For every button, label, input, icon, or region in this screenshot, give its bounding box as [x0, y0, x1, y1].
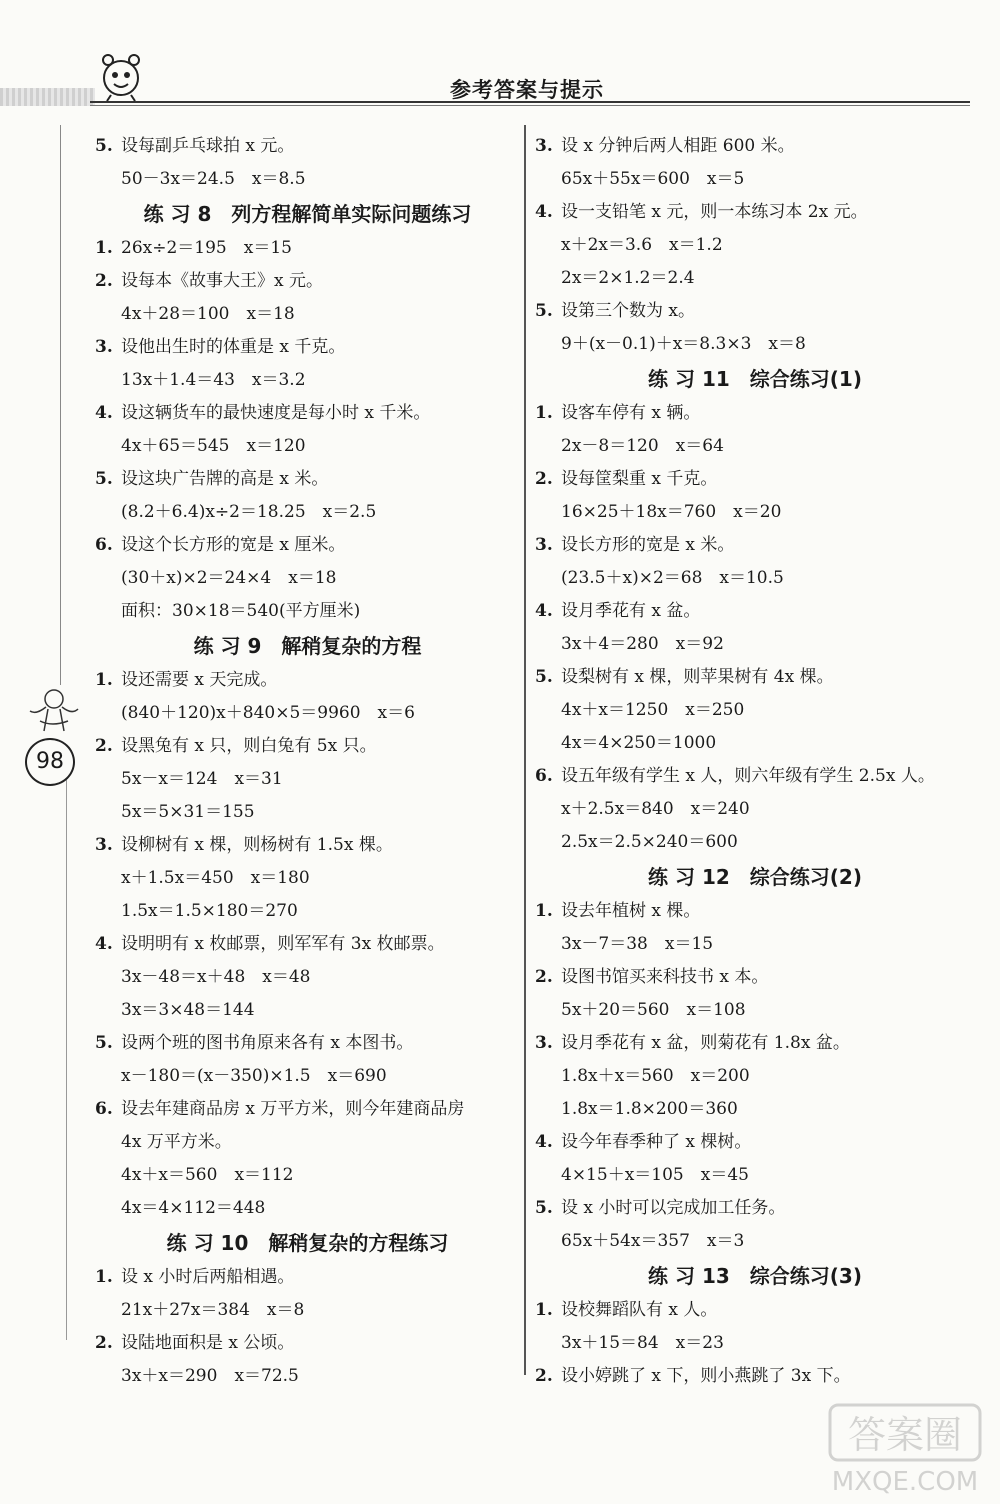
question-text: 设柳树有 x 棵，则杨树有 1.5x 棵。: [121, 835, 393, 855]
question-number: 5.: [535, 1198, 553, 1218]
section-heading: 练 习 11 综合练习(1): [648, 367, 862, 391]
answer-line: 4x＋28＝100 x＝18: [121, 304, 295, 324]
question-line: [95, 1027, 520, 1060]
question-line: [535, 895, 975, 928]
question-text: 设第三个数为 x。: [561, 301, 695, 321]
question-number: 2.: [95, 736, 113, 756]
question-number: 6.: [535, 766, 553, 786]
question-number: 1.: [535, 1300, 553, 1320]
question-text: 设长方形的宽是 x 米。: [561, 535, 735, 555]
column-divider: [524, 125, 526, 1375]
answer-line: 5x－x＝124 x＝31: [121, 769, 283, 789]
answer-line: (30＋x)×2＝24×4 x＝18: [121, 568, 337, 588]
answer-line: 3x＋4＝280 x＝92: [561, 634, 724, 654]
answer-line: x＋2.5x＝840 x＝240: [561, 799, 750, 819]
question-line: [95, 1093, 520, 1126]
question-number: 3.: [535, 136, 553, 156]
answer-line: 4x＝4×112＝448: [121, 1198, 266, 1218]
question-line: [95, 331, 520, 364]
answer-line: 1.8x＋x＝560 x＝200: [561, 1066, 750, 1086]
question-line: [535, 295, 975, 328]
question-line: [535, 130, 975, 163]
question-line: [535, 463, 975, 496]
question-number: 1.: [95, 238, 113, 258]
answer-line: 50－3x＝24.5 x＝8.5: [121, 169, 306, 189]
question-number: 2.: [535, 469, 553, 489]
question-text: 设还需要 x 天完成。: [121, 670, 278, 690]
question-line: [95, 529, 520, 562]
question-number: 1.: [95, 1267, 113, 1287]
answer-line: 3x＋x＝290 x＝72.5: [121, 1366, 299, 1386]
question-line: [535, 1126, 975, 1159]
question-text: 设这个长方形的宽是 x 厘米。: [121, 535, 346, 555]
answer-line: 2.5x＝2.5×240＝600: [561, 832, 738, 852]
question-line: [535, 529, 975, 562]
section-heading: 练 习 9 解稍复杂的方程: [193, 634, 422, 658]
question-line: [535, 961, 975, 994]
question-text: 设陆地面积是 x 公顷。: [121, 1333, 295, 1353]
question-text: 设 x 小时后两船相遇。: [121, 1267, 295, 1287]
question-line: [95, 1261, 520, 1294]
answer-line: 5x＝5×31＝155: [121, 802, 255, 822]
answer-line: 4x＋x＝1250 x＝250: [561, 700, 745, 720]
question-text: 设五年级有学生 x 人，则六年级有学生 2.5x 人。: [561, 766, 935, 786]
watermark-text: 答案圈: [847, 1413, 963, 1457]
header-title: 参考答案与提示: [450, 78, 604, 102]
question-number: 5.: [95, 469, 113, 489]
answer-line: 3x＋15＝84 x＝23: [561, 1333, 724, 1353]
question-number: 4.: [95, 934, 113, 954]
cartoon-figure-icon: [22, 685, 82, 740]
section-heading: 练 习 12 综合练习(2): [648, 865, 862, 889]
answer-line: 4x＋x＝560 x＝112: [121, 1165, 294, 1185]
question-line: [535, 760, 975, 793]
answer-line: 5x＋20＝560 x＝108: [561, 1000, 746, 1020]
question-number: 2.: [95, 271, 113, 291]
answer-line: (840＋120)x＋840×5＝9960 x＝6: [121, 703, 415, 723]
question-number: 3.: [95, 337, 113, 357]
question-line: [95, 397, 520, 430]
question-line: [95, 463, 520, 496]
answer-line: 65x＋54x＝357 x＝3: [561, 1231, 745, 1251]
answer-line: 4×15＋x＝105 x＝45: [561, 1165, 749, 1185]
answer-line: 65x＋55x＝600 x＝5: [561, 169, 745, 189]
question-text: 设每副乒乓球拍 x 元。: [121, 136, 295, 156]
question-text: 设小婷跳了 x 下，则小燕跳了 3x 下。: [561, 1366, 851, 1386]
question-number: 5.: [535, 301, 553, 321]
question-number: 2.: [95, 1333, 113, 1353]
question-text: 设这辆货车的最快速度是每小时 x 千米。: [121, 403, 431, 423]
question-text: 设梨树有 x 棵，则苹果树有 4x 棵。: [561, 667, 834, 687]
question-text: 设 x 小时可以完成加工任务。: [561, 1198, 786, 1218]
question-text: 设月季花有 x 盆，则菊花有 1.8x 盆。: [561, 1033, 850, 1053]
question-text: 26x÷2＝195 x＝15: [121, 238, 292, 258]
answer-line: 4x＋65＝545 x＝120: [121, 436, 306, 456]
right-column: [535, 130, 975, 1393]
question-number: 4.: [535, 1132, 553, 1152]
question-line: [95, 265, 520, 298]
question-line: [95, 130, 520, 163]
question-text: 设去年建商品房 x 万平方米，则今年建商品房: [121, 1099, 465, 1119]
question-number: 4.: [535, 601, 553, 621]
question-text: 设每本《故事大王》x 元。: [121, 271, 323, 291]
question-number: 5.: [95, 136, 113, 156]
section-heading: 练 习 8 列方程解简单实际问题练习: [143, 202, 472, 226]
question-number: 1.: [535, 901, 553, 921]
answer-line: 2x＝2×1.2＝2.4: [561, 268, 695, 288]
answer-line: 4x 万平方米。: [121, 1132, 232, 1152]
question-line: [535, 661, 975, 694]
question-number: 5.: [535, 667, 553, 687]
question-text: 设这块广告牌的高是 x 米。: [121, 469, 329, 489]
question-line: [95, 232, 520, 265]
question-line: [95, 664, 520, 697]
question-text: 设 x 分钟后两人相距 600 米。: [561, 136, 795, 156]
question-number: 6.: [95, 535, 113, 555]
question-number: 5.: [95, 1033, 113, 1053]
question-line: [535, 1294, 975, 1327]
answer-line: 16×25＋18x＝760 x＝20: [561, 502, 782, 522]
question-text: 设明明有 x 枚邮票，则军军有 3x 枚邮票。: [121, 934, 445, 954]
question-line: [95, 730, 520, 763]
question-text: 设他出生时的体重是 x 千克。: [121, 337, 346, 357]
answer-line: x＋2x＝3.6 x＝1.2: [561, 235, 723, 255]
question-line: [535, 1027, 975, 1060]
answer-line: 1.8x＝1.8×200＝360: [561, 1099, 738, 1119]
question-text: 设每筐梨重 x 千克。: [561, 469, 718, 489]
question-text: 设去年植树 x 棵。: [561, 901, 701, 921]
answer-line: 3x－48＝x＋48 x＝48: [121, 967, 311, 987]
answer-line: (23.5＋x)×2＝68 x＝10.5: [561, 568, 784, 588]
answer-line: x－180＝(x－350)×1.5 x＝690: [121, 1066, 387, 1086]
answer-line: 13x＋1.4＝43 x＝3.2: [121, 370, 306, 390]
question-number: 1.: [535, 403, 553, 423]
question-number: 4.: [535, 202, 553, 222]
page-number: 98: [25, 738, 75, 786]
question-line: [95, 928, 520, 961]
answer-line: 面积：30×18＝540(平方厘米): [121, 601, 361, 621]
page-header: [0, 60, 1000, 110]
question-number: 2.: [535, 1366, 553, 1386]
question-line: [95, 829, 520, 862]
answer-line: 21x＋27x＝384 x＝8: [121, 1300, 305, 1320]
section-heading: 练 习 10 解稍复杂的方程练习: [166, 1231, 449, 1255]
question-number: 3.: [535, 535, 553, 555]
answer-line: 2x－8＝120 x＝64: [561, 436, 724, 456]
question-line: [535, 595, 975, 628]
header-rule-thin: [90, 105, 970, 106]
margin-line-lower: [66, 780, 67, 1340]
question-number: 3.: [535, 1033, 553, 1053]
question-text: 设一支铅笔 x 元，则一本练习本 2x 元。: [561, 202, 868, 222]
question-line: [95, 1327, 520, 1360]
question-text: 设今年春季种了 x 棵树。: [561, 1132, 752, 1152]
answer-line: 3x＝3×48＝144: [121, 1000, 255, 1020]
answer-line: 3x－7＝38 x＝15: [561, 934, 714, 954]
question-number: 1.: [95, 670, 113, 690]
header-decoration: [0, 88, 95, 106]
question-number: 6.: [95, 1099, 113, 1119]
answer-line: x＋1.5x＝450 x＝180: [121, 868, 310, 888]
question-line: [535, 1192, 975, 1225]
question-number: 4.: [95, 403, 113, 423]
question-text: 设客车停有 x 辆。: [561, 403, 701, 423]
answer-line: (8.2＋6.4)x÷2＝18.25 x＝2.5: [121, 502, 377, 522]
answer-line: 9＋(x－0.1)＋x＝8.3×3 x＝8: [561, 334, 806, 354]
question-text: 设图书馆买来科技书 x 本。: [561, 967, 769, 987]
clock-mascot-icon: [95, 50, 147, 102]
question-text: 设月季花有 x 盆。: [561, 601, 701, 621]
left-column: [95, 130, 520, 1393]
question-number: 3.: [95, 835, 113, 855]
question-line: [535, 1360, 975, 1393]
watermark-url: MXQE.COM: [831, 1467, 979, 1497]
answer-line: 1.5x＝1.5×180＝270: [121, 901, 298, 921]
question-line: [535, 196, 975, 229]
question-line: [535, 397, 975, 430]
question-text: 设两个班的图书角原来各有 x 本图书。: [121, 1033, 414, 1053]
answer-line: 4x＝4×250＝1000: [561, 733, 717, 753]
section-heading: 练 习 13 综合练习(3): [648, 1264, 862, 1288]
margin-line: [60, 125, 61, 685]
question-text: 设校舞蹈队有 x 人。: [561, 1300, 718, 1320]
question-text: 设黑兔有 x 只，则白兔有 5x 只。: [121, 736, 377, 756]
question-number: 2.: [535, 967, 553, 987]
watermark-logo: [790, 1400, 990, 1500]
